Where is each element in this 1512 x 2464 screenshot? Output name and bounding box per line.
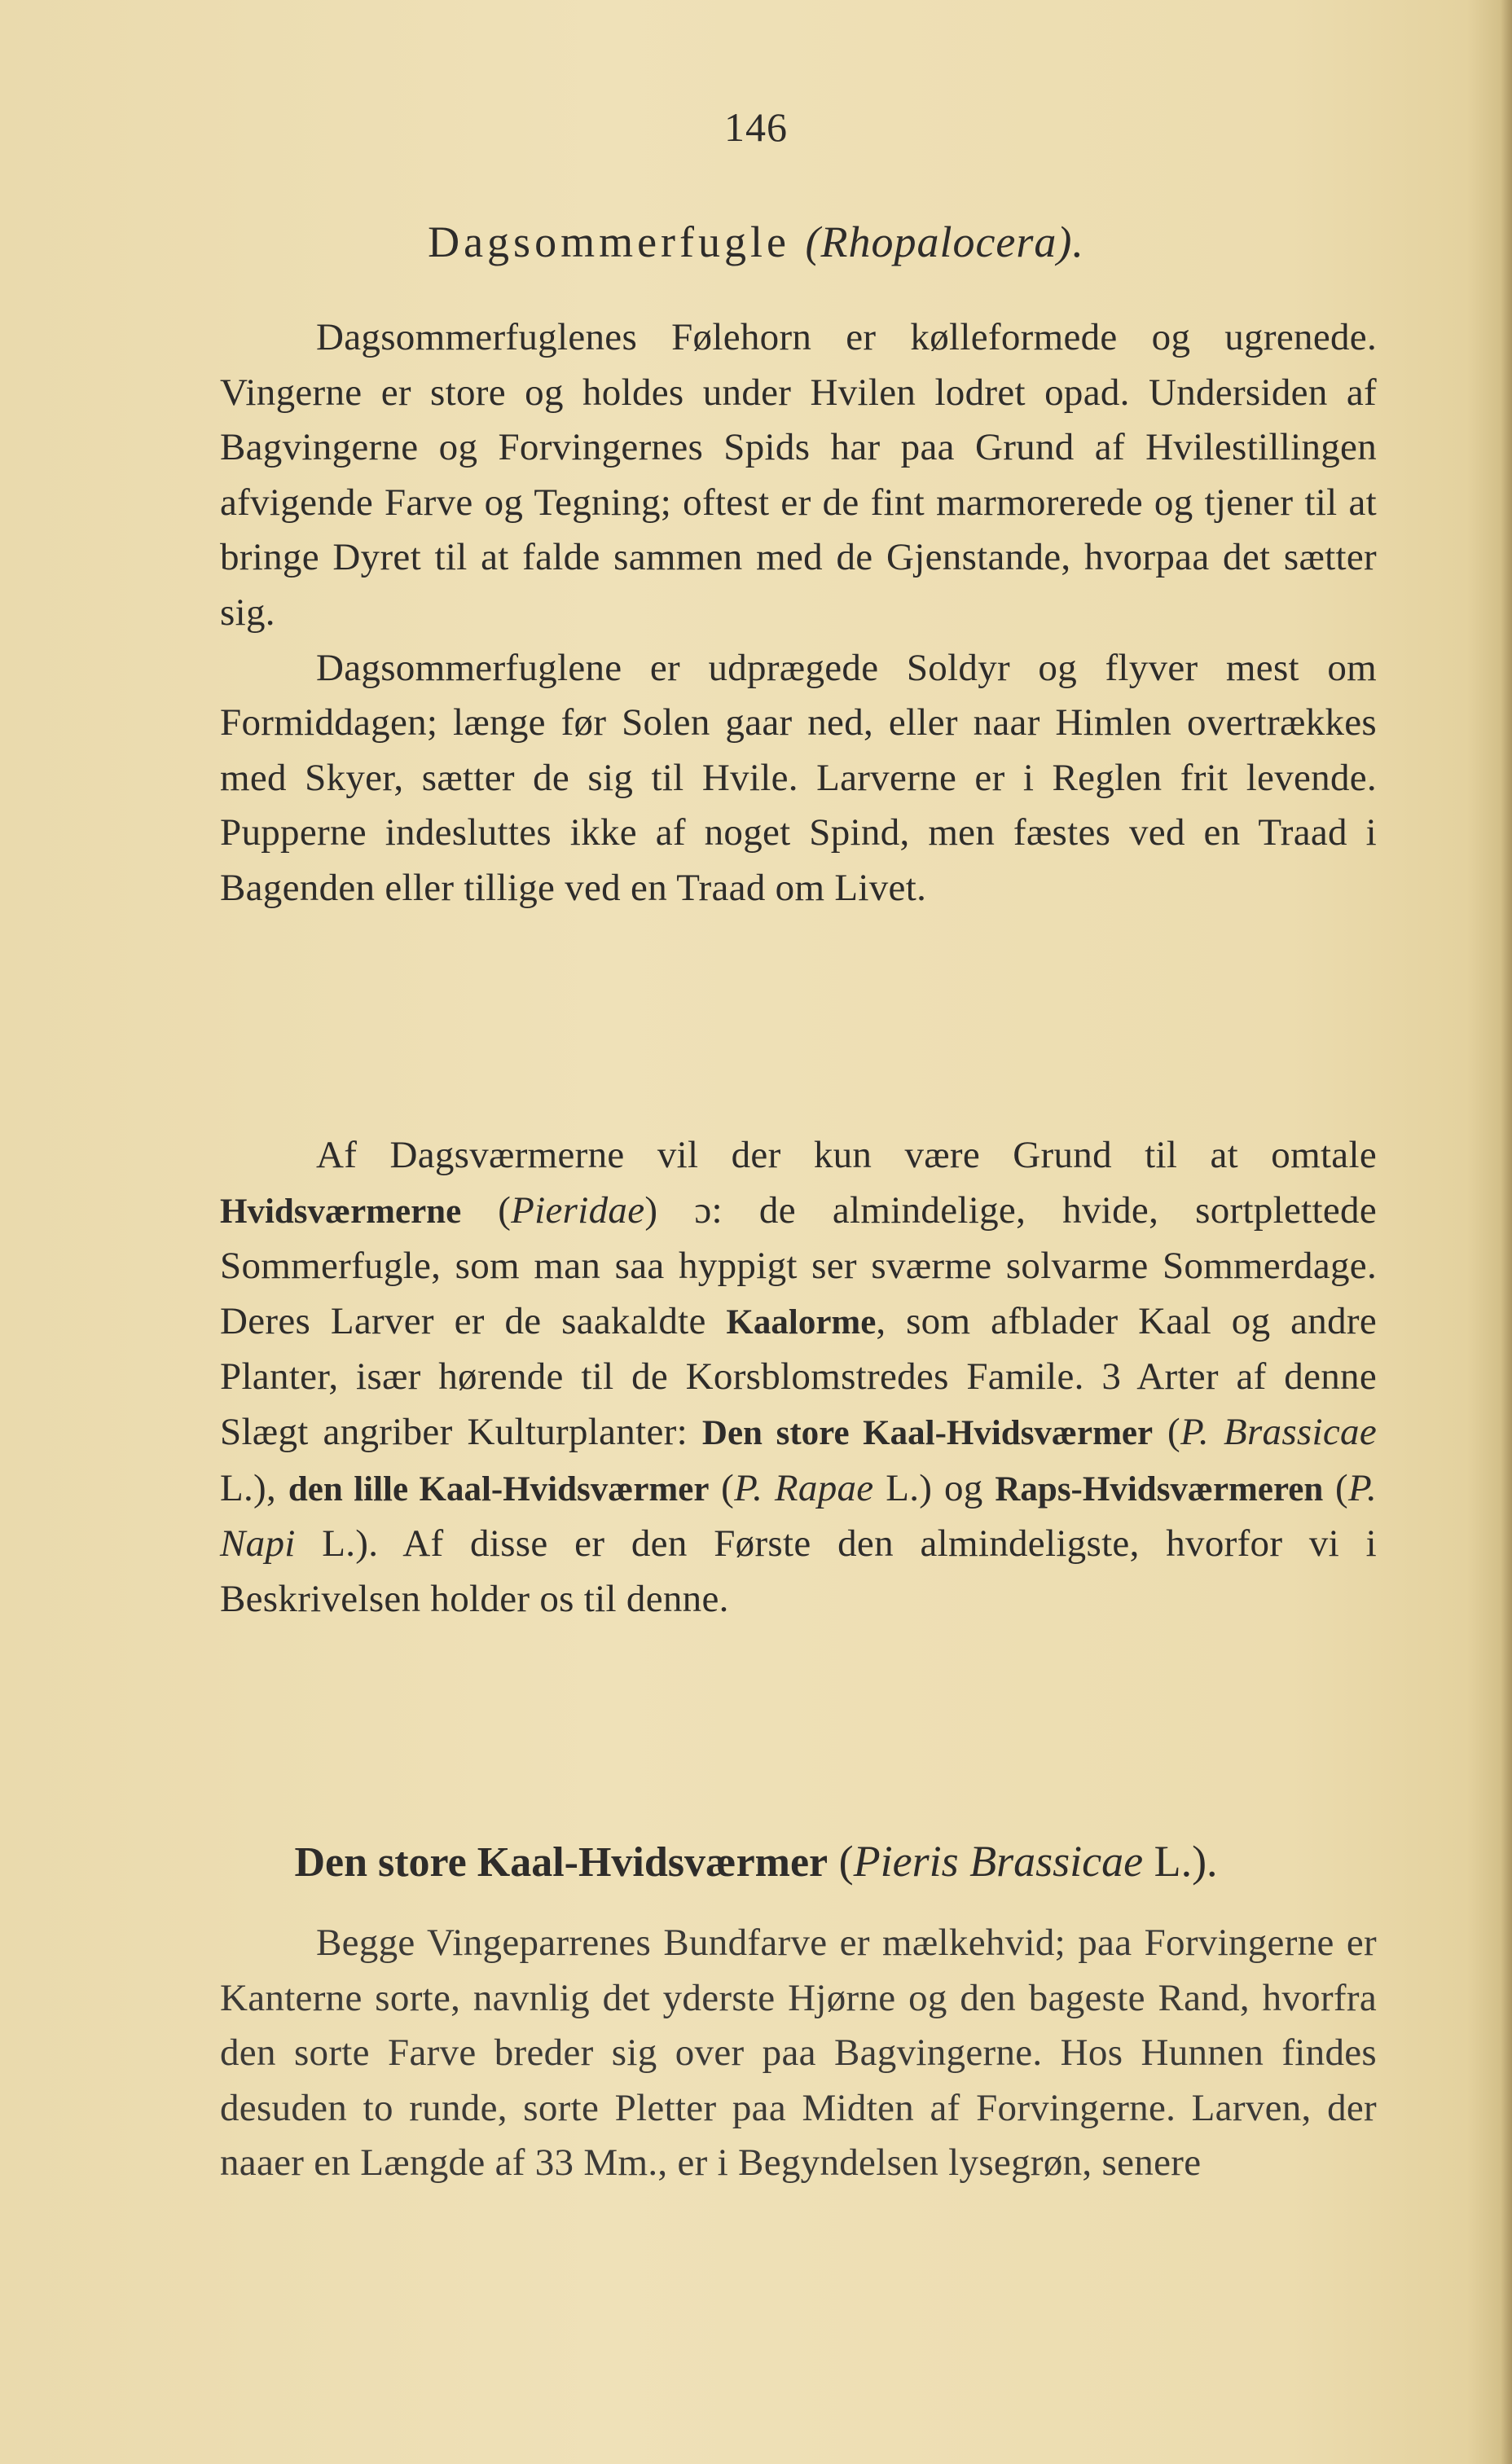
latin-p-napi: P. Napi xyxy=(220,1466,1378,1566)
section1-text xyxy=(220,310,1377,916)
heading-author: L.). xyxy=(1143,1837,1218,1886)
heading-paren: ( xyxy=(828,1837,854,1886)
text-run: L.). Af disse er den Første den almindeligste, hvorfor vi i Beskrivelsen holder os til denne. xyxy=(220,1522,1377,1620)
paragraph-4: Begge Vingeparrenes Bundfarve er mælkehvid; paa Forvingerne er Kanterne sorte, navnlig det yderste Hjørne og den bageste Rand, hvorfra den sorte Farve breder sig over paa Bagvingerne. Hos Hunnen findes desuden to runde, sorte Pletter paa Midten af Forvingerne. Larven, der naaer en Længde af 33 Mm., er i Begyndelsen lysegrøn, senere xyxy=(220,1922,1377,2185)
heading-title: Dagsommerfugle xyxy=(428,217,790,266)
page-number: 146 xyxy=(724,104,788,150)
section-heading-dagsommerfugle xyxy=(0,215,1512,269)
text-run: ( xyxy=(1153,1410,1180,1453)
paragraph-3-text xyxy=(220,1128,1377,1627)
paragraph-3 xyxy=(220,1128,1377,1627)
text-run: ( xyxy=(709,1466,735,1509)
paragraph-2: Dagsommerfuglene er udprægede Soldyr og flyver mest om Formiddagen; længe før Solen gaar ned, eller naar Himlen overtrækkes med Skyer, sætter de sig til Hvile. Larverne er i Reglen frit levende. Pupperne indesluttes ikke af noget Spind, men fæstes ved en Traad i Bagenden eller tillige ved en Traad om Livet. xyxy=(220,646,1377,909)
text-run: ) ɔ: de almindelige, hvide, sortplettede Sommerfugle, som man saa hyppigt ser sværme solvarme Sommerdage. Deres Larver er de saakaldte xyxy=(220,1188,1377,1342)
term-raps-hvidsvaermeren: Raps-Hvidsværmeren xyxy=(995,1469,1324,1509)
text-run: L.), xyxy=(220,1466,288,1509)
text-run: ( xyxy=(1323,1466,1348,1509)
latin-pieridae: Pieridae xyxy=(511,1188,645,1232)
heading-latin-name: (Rhopalocera). xyxy=(805,217,1084,266)
latin-p-rapae: P. Rapae xyxy=(734,1466,874,1509)
page-edge-shadow xyxy=(1501,0,1512,2464)
section2-text xyxy=(220,1916,1377,2191)
term-den-store-kaal-hvidsvaermer: Den store Kaal-Hvidsværmer xyxy=(701,1413,1154,1452)
heading-latin-name: Pieris Brassicae xyxy=(853,1837,1144,1886)
term-den-lille-kaal-hvidsvaermer: den lille Kaal-Hvidsværmer xyxy=(288,1469,710,1509)
text-run: , som afblader Kaal og andre Planter, især hørende til de Korsblomstredes Famile. 3 Arter af denne Slægt angriber Kulturplanter: xyxy=(220,1299,1377,1453)
text-run: Af Dagsværmerne vil der kun være Grund til at omtale xyxy=(316,1134,1377,1176)
paragraph-1: Dagsommerfuglenes Følehorn er kølleformede og ugrenede. Vingerne er store og holdes under Hvilen lodret opad. Undersiden af Bagvingerne og Forvingernes Spids har paa Grund af Hvilestillingen afvigende Farve og Tegning; oftest er de fint marmorerede og tjener til at bringe Dyret til at falde sammen med de Gjenstande, hvorpaa det sætter sig. xyxy=(220,316,1377,634)
term-kaalorme: Kaalorme xyxy=(726,1302,877,1342)
latin-p-brassicae: P. Brassicae xyxy=(1180,1410,1377,1453)
heading-title: Den store Kaal-Hvidsværmer xyxy=(294,1839,829,1886)
term-hvidsvaermerne: Hvidsværmerne xyxy=(220,1192,462,1231)
section-heading-kaal-hvidsvaermer xyxy=(0,1834,1512,1890)
text-run: L.) og xyxy=(873,1466,996,1509)
text-run: ( xyxy=(461,1188,512,1232)
